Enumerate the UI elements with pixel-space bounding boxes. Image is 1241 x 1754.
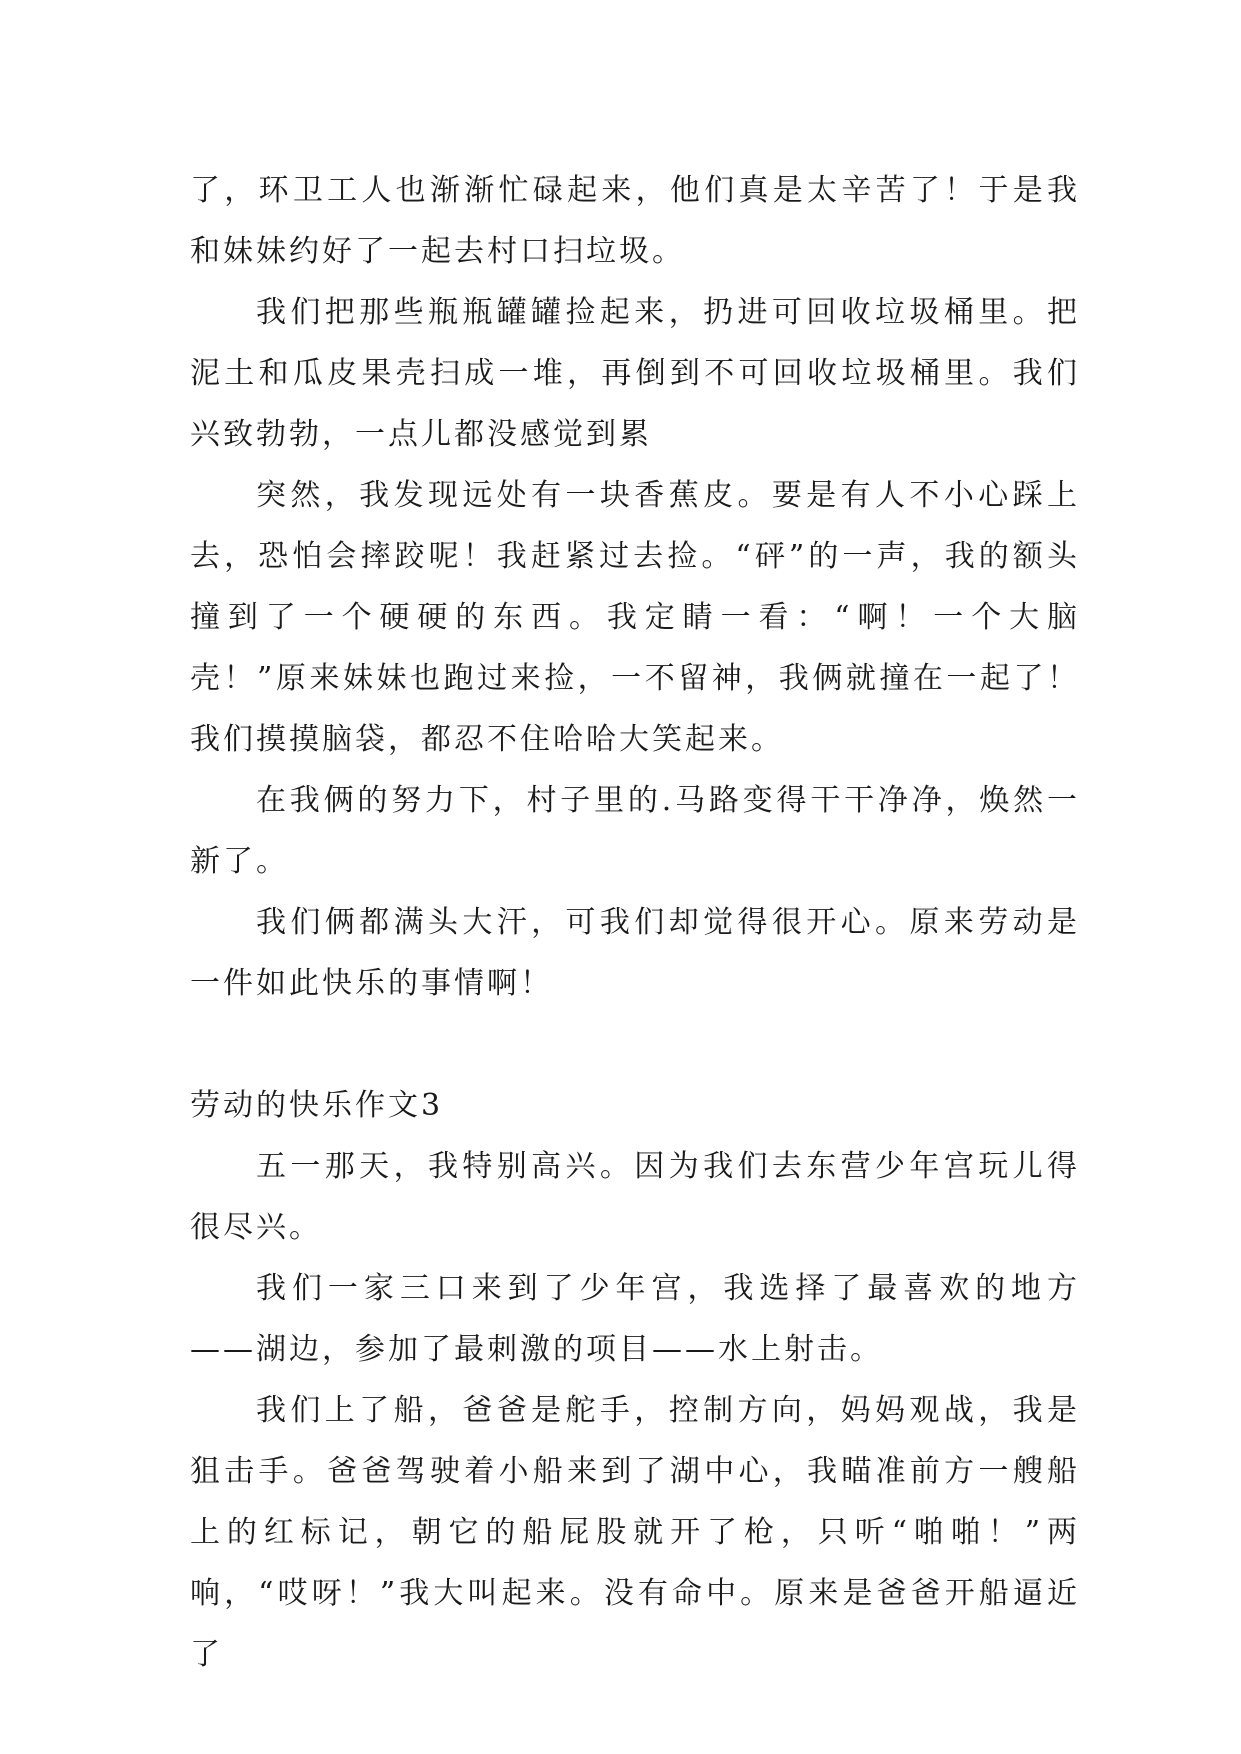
- paragraph: 五一那天，我特别高兴。因为我们去东营少年宫玩儿得很尽兴。: [190, 1149, 1080, 1245]
- paragraph-continued: 了，环卫工人也渐渐忙碌起来，他们真是太辛苦了！于是我和妹妹约好了一起去村口扫垃圾。: [190, 173, 1080, 269]
- section-title: 劳动的快乐作文3: [190, 1088, 444, 1123]
- paragraph: 突然，我发现远处有一块香蕉皮。要是有人不小心踩上去，恐怕会摔跤呢！我赶紧过去捡。“砰”的一声，我的额头撞到了一个硬硬的东西。我定睛一看：“啊！一个大脑壳！”原来妹妹也跑过来捡，一不留神，我俩就撞在一起了！我们摸摸脑袋，都忍不住哈哈大笑起来。: [190, 478, 1080, 757]
- essay-body: [190, 160, 1080, 1685]
- paragraph: 在我俩的努力下，村子里的.马路变得干干净净，焕然一新了。: [190, 783, 1080, 879]
- paragraph: 我们一家三口来到了少年宫，我选择了最喜欢的地方——湖边，参加了最刺激的项目——水上射击。: [190, 1271, 1080, 1367]
- paragraph: 我们把那些瓶瓶罐罐捡起来，扔进可回收垃圾桶里。把泥土和瓜皮果壳扫成一堆，再倒到不可回收垃圾桶里。我们兴致勃勃，一点儿都没感觉到累: [190, 295, 1080, 452]
- paragraph: 我们俩都满头大汗，可我们却觉得很开心。原来劳动是一件如此快乐的事情啊！: [190, 905, 1080, 1001]
- paragraph: 我们上了船，爸爸是舵手，控制方向，妈妈观战，我是狙击手。爸爸驾驶着小船来到了湖中心，我瞄准前方一艘船上的红标记，朝它的船屁股就开了枪，只听“啪啪！”两响，“哎呀！”我大叫起来。没有命中。原来是爸爸开船逼近了: [190, 1393, 1080, 1672]
